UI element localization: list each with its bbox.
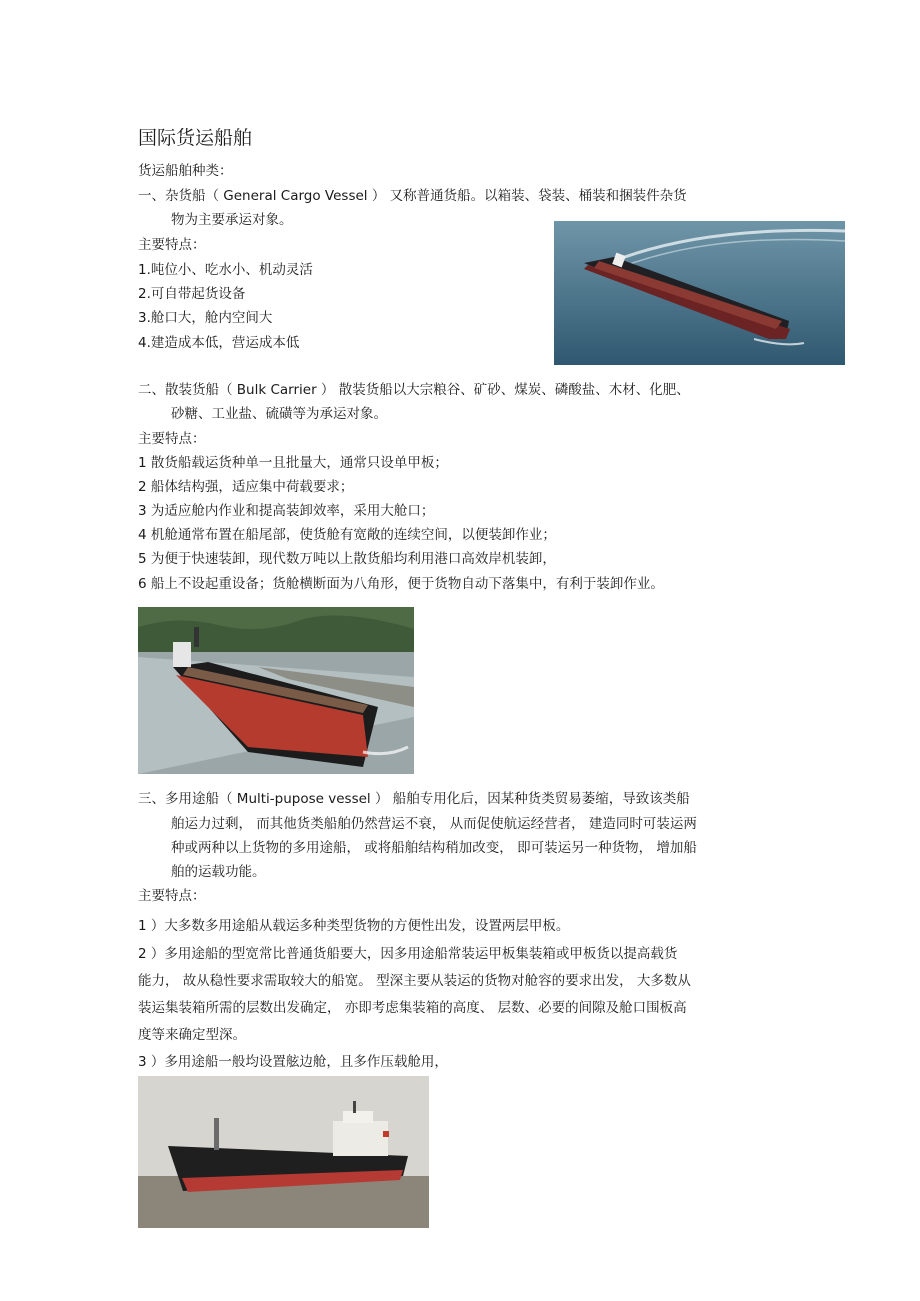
- section-heading-cont: 物为主要承运对象。: [171, 212, 293, 228]
- page-title: 国际货运船舶: [138, 127, 253, 149]
- multipurpose-vessel-photo: [138, 1076, 429, 1228]
- feature-item: 3 为适应舱内作业和提高装卸效率，采用大舱口；: [138, 503, 435, 519]
- feature-item: 5 为便于快速装卸，现代数万吨以上散货船均利用港口高效岸机装卸，: [138, 551, 556, 567]
- feature-item: 度等来确定型深。: [138, 1027, 246, 1043]
- features-label: 主要特点：: [138, 888, 206, 904]
- section-heading: 一、杂货船（ General Cargo Vessel ） 又称普通货船。以箱装、袋装、桶装和捆装件杂货: [138, 188, 687, 204]
- feature-item: 2 ）多用途船的型宽常比普通货船要大，因多用途船常装运甲板集装箱或甲板货以提高载货: [138, 946, 678, 962]
- section-heading: 三、多用途船（ Multi-pupose vessel ） 船舶专用化后，因某种货类贸易萎缩，导致该类船: [138, 791, 690, 807]
- feature-item: 装运集装箱所需的层数出发确定， 亦即考虑集装箱的高度、 层数、必要的间隙及舱口围板高: [138, 1000, 687, 1016]
- features-label: 主要特点：: [138, 237, 206, 253]
- feature-item: 能力， 故从稳性要求需取较大的船宽。 型深主要从装运的货物对舱容的要求出发， 大多数从: [138, 973, 691, 989]
- feature-item: 6 船上不设起重设备；货舱横断面为八角形，便于货物自动下落集中，有利于装卸作业。: [138, 576, 664, 592]
- feature-item: 3 ）多用途船一般均设置舷边舱，且多作压载舱用，: [138, 1054, 448, 1070]
- intro-text: 货运船舶种类：: [138, 163, 233, 179]
- feature-item: 2.可自带起货设备: [138, 286, 246, 302]
- bulk-carrier-photo: [138, 607, 414, 774]
- feature-item: 1 ）大多数多用途船从载运多种类型货物的方便性出发，设置两层甲板。: [138, 918, 570, 934]
- feature-item: 1 散货船载运货种单一且批量大，通常只设单甲板；: [138, 455, 448, 471]
- section-heading-cont: 舶运力过剩， 而其他货类船舶仍然营运不衰， 从而促使航运经营者， 建造同时可装运两: [171, 816, 697, 832]
- feature-item: 2 船体结构强，适应集中荷载要求；: [138, 479, 354, 495]
- features-label: 主要特点：: [138, 431, 206, 447]
- section-heading-cont: 舶的运载功能。: [171, 864, 266, 880]
- container-ship-photo: [554, 221, 845, 365]
- section-heading-cont: 种或两种以上货物的多用途船， 或将船舶结构稍加改变， 即可装运另一种货物， 增加船: [171, 840, 697, 856]
- feature-item: 4 机舱通常布置在船尾部，使货舱有宽敞的连续空间，以便装卸作业；: [138, 527, 556, 543]
- feature-item: 1.吨位小、吃水小、机动灵活: [138, 262, 313, 278]
- section-heading: 二、散装货船（ Bulk Carrier ） 散装货船以大宗粮谷、矿砂、煤炭、磷酸盐、木材、化肥、: [138, 382, 690, 398]
- section-heading-cont: 砂糖、工业盐、硫磺等为承运对象。: [171, 406, 387, 422]
- feature-item: 4.建造成本低，营运成本低: [138, 335, 300, 351]
- feature-item: 3.舱口大，舱内空间大: [138, 310, 273, 326]
